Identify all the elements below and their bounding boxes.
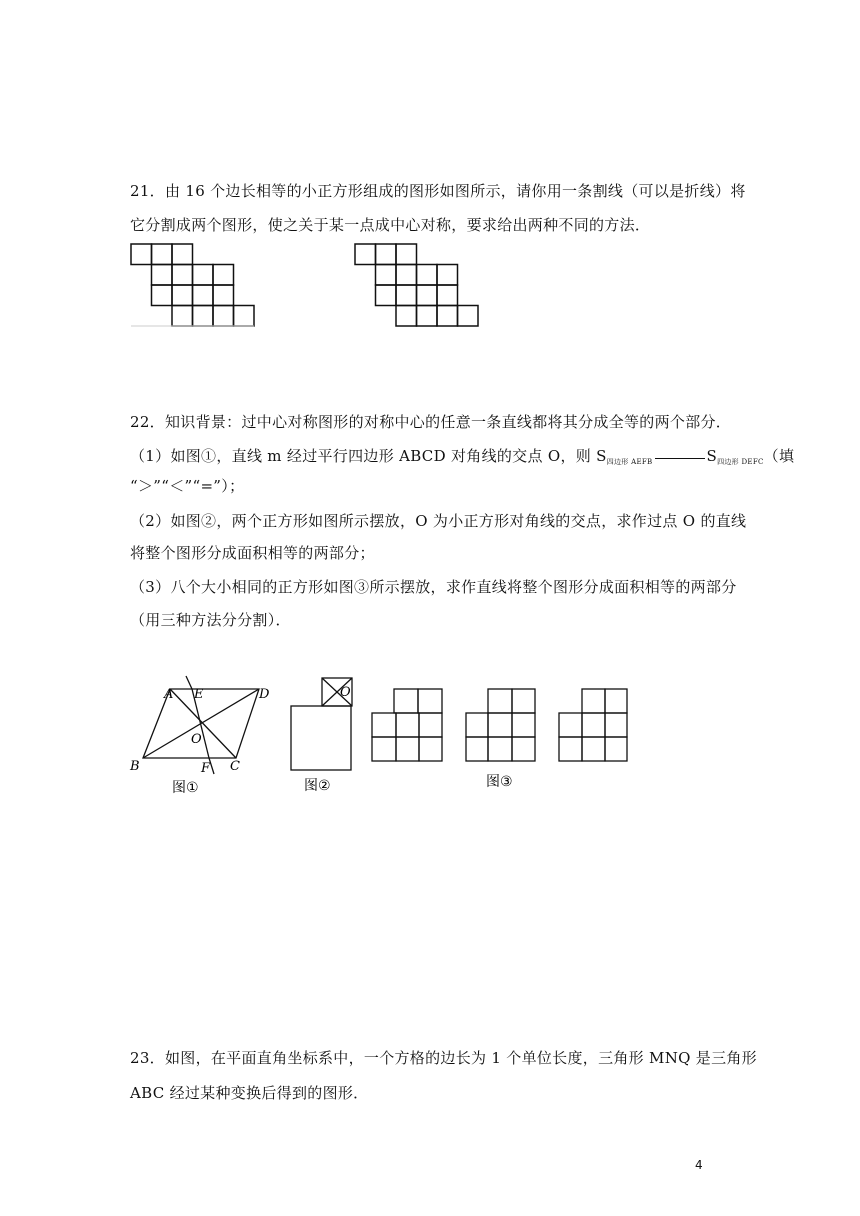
q22-line-1: 22．知识背景：过中心对称图形的对称中心的任意一条直线都将其分成全等的两个部分． (130, 413, 732, 431)
point-e-label: E (194, 687, 204, 702)
point-o-label: O (340, 685, 351, 700)
q21-grid-figure-2 (354, 243, 484, 329)
arrangement-a (372, 689, 442, 761)
figure-2-two-squares (286, 676, 366, 798)
point-b-label: B (130, 759, 140, 774)
q22-part3-line-2: （用三种方法分分割）． (130, 611, 291, 629)
q23-line-1: 23．如图，在平面直角坐标系中，一个方格的边长为 1 个单位长度，三角形 MNQ 是三角形 (130, 1049, 757, 1067)
q22-part1-subscript-1: 四边形 AEFB (606, 458, 653, 466)
q22-part1-text-b: S (706, 447, 718, 465)
arrangement-b (466, 689, 535, 761)
q22-part1-text-c: （填 (763, 447, 795, 465)
q22-part3-line-1: （3）八个大小相同的正方形如图③所示摆放，求作直线将整个图形分成面积相等的两部分 (130, 578, 737, 596)
point-d-label: D (259, 687, 270, 702)
figure-3-square-arrangements (370, 686, 634, 796)
figure-1-parallelogram (128, 680, 278, 798)
arrangement-c (559, 689, 627, 761)
q22-part2-line-1: （2）如图②，两个正方形如图所示摆放，O 为小正方形对角线的交点，求作过点 O 的直线 (130, 512, 747, 530)
point-f-label: F (201, 761, 211, 776)
q22-part1-text-a: （1）如图①，直线 m 经过平行四边形 ABCD 对角线的交点 O，则 S (130, 447, 607, 465)
q21-grid-figure-1 (130, 243, 260, 329)
q22-part1-line-2: “＞”“＜”“=”）； (130, 477, 245, 495)
point-a-label: A (164, 687, 174, 702)
q22-part1-subscript-2: 四边形 DEFC (717, 458, 764, 466)
figure-2-label: 图② (304, 778, 331, 794)
page-number: 4 (695, 1158, 703, 1172)
figure-3-label: 图③ (486, 774, 513, 790)
q21-line-2: 它分割成两个图形，使之关于某一点成中心对称，要求给出两种不同的方法． (130, 216, 651, 234)
point-o-label: O (191, 732, 202, 747)
q23-line-2: ABC 经过某种变换后得到的图形． (130, 1084, 369, 1102)
figure-1-label: 图① (172, 780, 199, 796)
answer-blank[interactable] (655, 457, 705, 459)
q22-part2-line-2: 将整个图形分成面积相等的两部分； (130, 544, 375, 562)
point-c-label: C (230, 759, 240, 774)
q21-line-1: 21．由 16 个边长相等的小正方形组成的图形如图所示，请你用一条割线（可以是折线）将 (130, 182, 746, 200)
q22-part1-line-1 (130, 445, 794, 467)
